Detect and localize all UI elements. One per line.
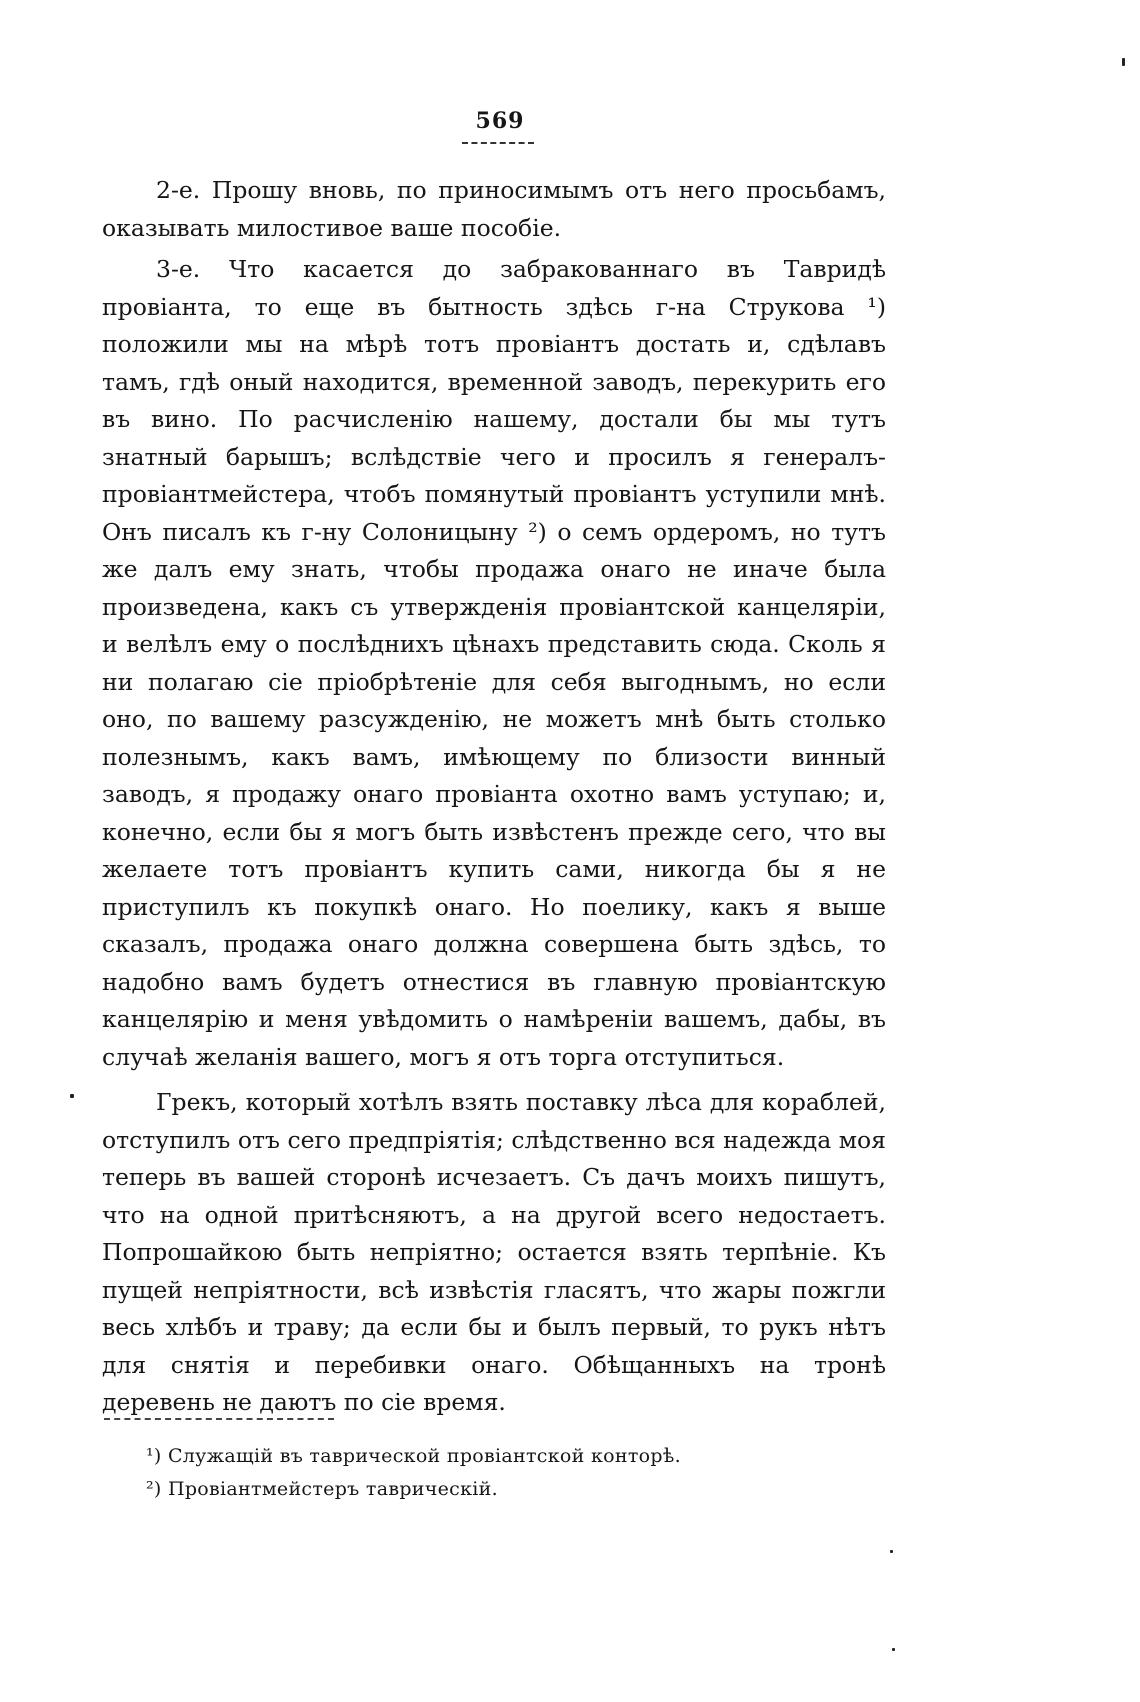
scan-speck — [70, 1094, 74, 1098]
footnote-divider — [104, 1418, 334, 1420]
page-number-rule — [462, 142, 534, 144]
paragraph-1: 2-е. Прошу вновь, по приносимымъ отъ него просьбамъ, оказывать милостивое ваше пособіе. — [102, 176, 886, 242]
page-number: 569 — [475, 108, 525, 134]
paragraph-2: 3-е. Что касается до забракованнаго въ Тавридѣ провіанта, то еще въ бытность здѣсь г-на Струкова ¹) положили мы на мѣрѣ тотъ провіантъ достать и, сдѣлавъ тамъ, гдѣ оный находится, временной заводъ, перекурить его въ вино. По расчисленію нашему, достали бы мы тутъ знатный барышъ; вслѣдствіе чего и просилъ я генералъ-провіантмейстера, чтобъ помянутый провіантъ уступили мнѣ. Онъ писалъ къ г-ну Солоницыну ²) о семъ ордеромъ, но тутъ же далъ ему знать, чтобы продажа онаго не иначе была произведена, какъ съ утвержденія провіантской канцеляріи, и велѣлъ ему о послѣднихъ цѣнахъ представить сюда. Сколь я ни полагаю сіе пріобрѣтеніе для себя выгоднымъ, но если оно, по вашему разсужденію, не можетъ мнѣ быть столько полезнымъ, какъ вамъ, имѣющему по близости винный заводъ, я продажу онаго провіанта охотно вамъ уступаю; и, конечно, если бы я могъ быть извѣстенъ прежде сего, что вы желаете тотъ провіантъ купить сами, никогда бы я не приступилъ къ покупкѣ онаго. Но поелику, какъ я выше сказалъ, продажа онаго должна совершена быть здѣсь, то надобно вамъ будетъ отнестися въ главную провіантскую канцелярію и меня увѣдомить о намѣреніи вашемъ, дабы, въ случаѣ желанія вашего, могъ я отъ торга отступиться. — [102, 255, 886, 1071]
paragraph-3: Грекъ, который хотѣлъ взять поставку лѣса для кораблей, отступилъ отъ сего предпріятія; слѣдственно вся надежда моя теперь въ вашей сторонѣ исчезаетъ. Съ дачъ моихъ пишутъ, что на одной притѣсняютъ, а на другой всего недостаетъ. Попрошайкою быть непріятно; остается взять терпѣніе. Къ пущей непріятности, всѣ извѣстія гласятъ, что жары пожгли весь хлѣбъ и траву; да если бы и былъ первый, то рукъ нѣтъ для снятія и перебивки онаго. Обѣщанныхъ на тронѣ деревень не даютъ по сіе время. — [102, 1088, 886, 1416]
scan-speck — [1122, 58, 1125, 66]
scan-speck — [892, 1648, 895, 1651]
footnote-2: ²) Провіантмейстеръ таврическій. — [146, 1478, 498, 1500]
footnotes — [146, 1440, 886, 1506]
footnote-1: ¹) Служащій въ таврической провіантской конторѣ. — [146, 1445, 681, 1467]
scan-speck — [890, 1550, 893, 1553]
body-text — [102, 172, 886, 1422]
